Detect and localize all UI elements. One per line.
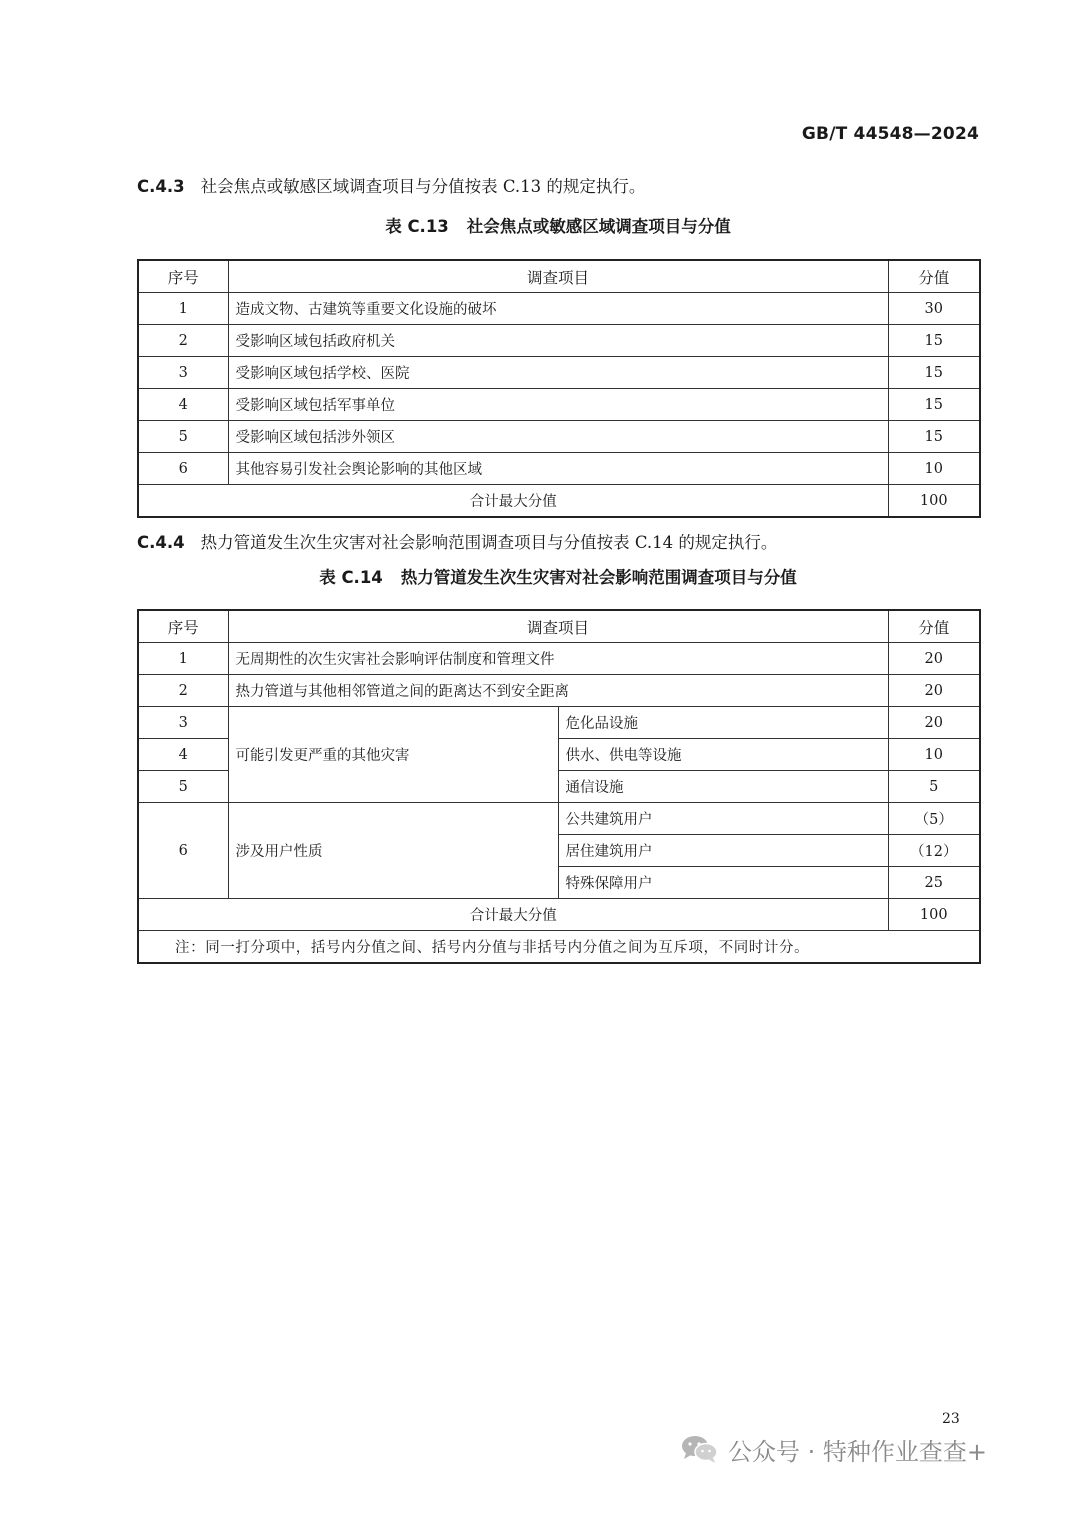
table-title: 热力管道发生次生灾害对社会影响范围调查项目与分值 — [400, 568, 797, 587]
score-cell: 20 — [888, 643, 980, 675]
note-row — [138, 931, 980, 964]
score-cell: 10 — [888, 739, 980, 771]
table-number: 表 C.13 — [385, 217, 449, 236]
score-cell: 15 — [888, 325, 980, 357]
watermark — [680, 1428, 987, 1470]
item-cell: 热力管道与其他相邻管道之间的距离达不到安全距离 — [228, 675, 888, 707]
seq-cell: 4 — [138, 389, 228, 421]
seq-cell: 5 — [138, 421, 228, 453]
item-cell: 受影响区域包括政府机关 — [228, 325, 888, 357]
table-c13-caption — [137, 213, 979, 237]
table-row — [138, 389, 980, 421]
table-number: 表 C.14 — [319, 568, 383, 587]
table-c13 — [137, 259, 981, 518]
clause-number: C.4.3 — [137, 177, 185, 196]
header-seq: 序号 — [138, 260, 228, 293]
seq-cell: 4 — [138, 739, 228, 771]
sub-item-cell: 通信设施 — [558, 771, 888, 803]
item-cell: 造成文物、古建筑等重要文化设施的破坏 — [228, 293, 888, 325]
table-header-row — [138, 610, 980, 643]
table-row — [138, 643, 980, 675]
score-cell: 20 — [888, 707, 980, 739]
header-seq: 序号 — [138, 610, 228, 643]
clause-c43 — [137, 173, 645, 197]
seq-cell: 2 — [138, 325, 228, 357]
score-cell: 30 — [888, 293, 980, 325]
sub-item-cell: 供水、供电等设施 — [558, 739, 888, 771]
item-cell: 无周期性的次生灾害社会影响评估制度和管理文件 — [228, 643, 888, 675]
score-cell: （5） — [888, 803, 980, 835]
sub-item-cell: 居住建筑用户 — [558, 835, 888, 867]
seq-cell: 3 — [138, 707, 228, 739]
clause-c44 — [137, 529, 777, 553]
score-cell: 10 — [888, 453, 980, 485]
item-cell: 受影响区域包括涉外领区 — [228, 421, 888, 453]
item-cell: 受影响区域包括军事单位 — [228, 389, 888, 421]
header-item: 调查项目 — [228, 610, 888, 643]
seq-cell: 6 — [138, 453, 228, 485]
score-cell: （12） — [888, 835, 980, 867]
page-number: 23 — [942, 1411, 960, 1427]
total-label: 合计最大分值 — [138, 485, 888, 518]
seq-cell: 1 — [138, 293, 228, 325]
table-c14-caption — [137, 564, 979, 588]
seq-cell: 2 — [138, 675, 228, 707]
seq-cell: 3 — [138, 357, 228, 389]
sub-item-cell: 特殊保障用户 — [558, 867, 888, 899]
clause-text: 热力管道发生次生灾害对社会影响范围调查项目与分值按表 C.14 的规定执行。 — [200, 533, 778, 552]
table-row — [138, 453, 980, 485]
score-cell: 20 — [888, 675, 980, 707]
score-cell: 25 — [888, 867, 980, 899]
watermark-text: 公众号 · 特种作业查查+ — [728, 1437, 987, 1466]
total-row — [138, 485, 980, 518]
header-item: 调查项目 — [228, 260, 888, 293]
item-cell: 其他容易引发社会舆论影响的其他区域 — [228, 453, 888, 485]
table-row — [138, 357, 980, 389]
seq-cell: 5 — [138, 771, 228, 803]
group-label-cell: 涉及用户性质 — [228, 803, 558, 899]
score-cell: 15 — [888, 421, 980, 453]
table-row — [138, 675, 980, 707]
table-header-row — [138, 260, 980, 293]
total-row — [138, 899, 980, 931]
table-row — [138, 325, 980, 357]
header-score: 分值 — [888, 610, 980, 643]
table-note: 注：同一打分项中，括号内分值之间、括号内分值与非括号内分值之间为互斥项，不同时计分。 — [138, 931, 980, 964]
score-cell: 5 — [888, 771, 980, 803]
sub-item-cell: 危化品设施 — [558, 707, 888, 739]
standard-number: GB/T 44548—2024 — [801, 124, 979, 144]
table-title: 社会焦点或敏感区域调查项目与分值 — [466, 217, 731, 236]
table-row — [138, 707, 980, 739]
total-score: 100 — [888, 899, 980, 931]
total-label: 合计最大分值 — [138, 899, 888, 931]
total-score: 100 — [888, 485, 980, 518]
sub-item-cell: 公共建筑用户 — [558, 803, 888, 835]
clause-number: C.4.4 — [137, 533, 185, 552]
seq-cell: 6 — [138, 803, 228, 899]
wechat-logo-icon — [680, 1434, 720, 1464]
header-score: 分值 — [888, 260, 980, 293]
table-c14 — [137, 609, 981, 964]
score-cell: 15 — [888, 389, 980, 421]
table-row — [138, 293, 980, 325]
clause-text: 社会焦点或敏感区域调查项目与分值按表 C.13 的规定执行。 — [200, 177, 646, 196]
table-row — [138, 803, 980, 835]
group-label-cell: 可能引发更严重的其他灾害 — [228, 707, 558, 803]
table-row — [138, 421, 980, 453]
item-cell: 受影响区域包括学校、医院 — [228, 357, 888, 389]
seq-cell: 1 — [138, 643, 228, 675]
score-cell: 15 — [888, 357, 980, 389]
